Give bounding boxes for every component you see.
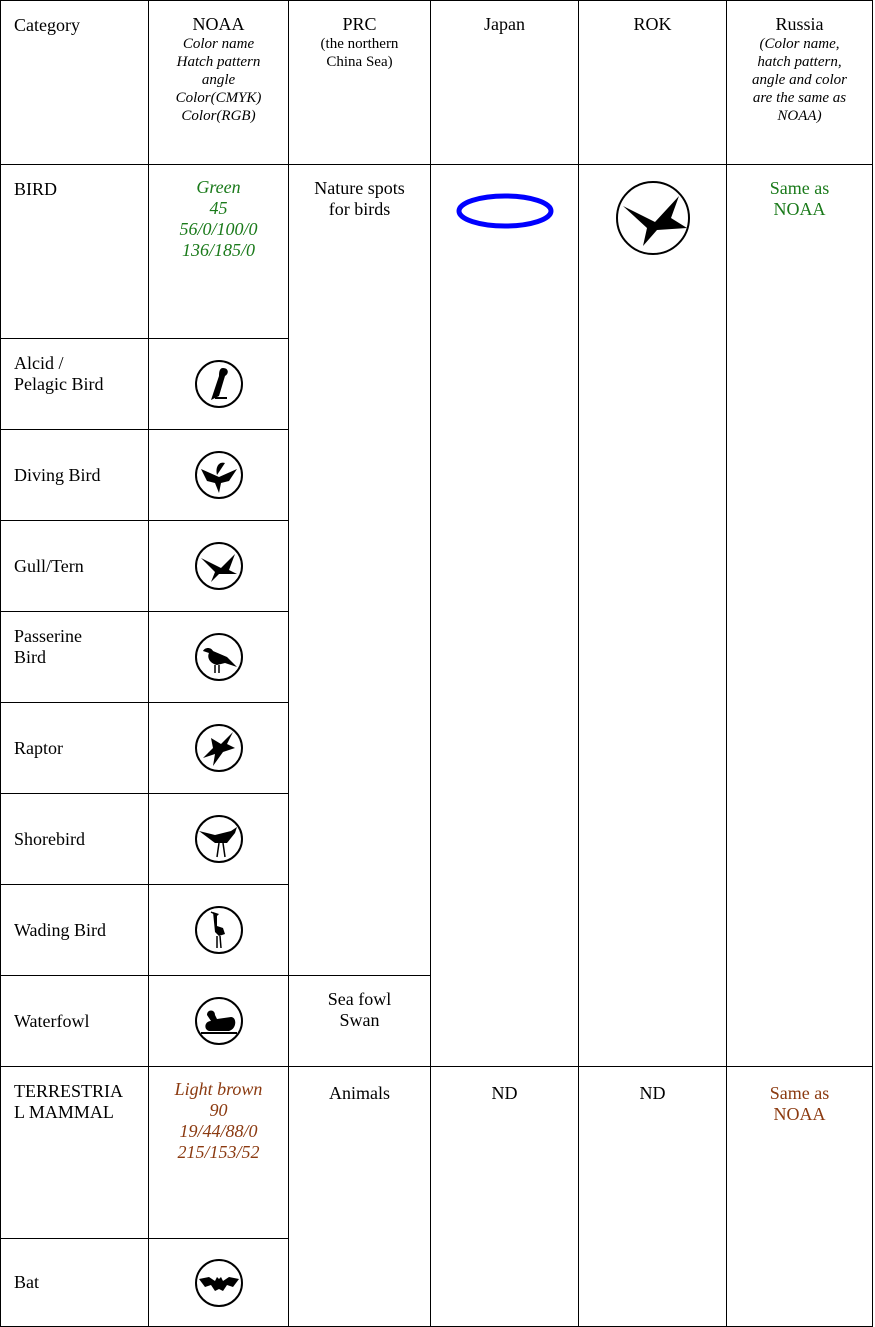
- mammal-category: [1, 1067, 149, 1239]
- mammal-prc: [289, 1067, 431, 1327]
- gull-icon: [193, 540, 245, 592]
- bird-noaa-spec: [149, 165, 289, 339]
- mammal-label-line: L MAMMAL: [14, 1102, 114, 1122]
- row-category: [1, 794, 149, 885]
- russia-sub-line: hatch pattern,: [757, 54, 842, 70]
- header-noaa-label: NOAA: [192, 14, 245, 34]
- russia-sub-line: angle and color: [752, 72, 847, 88]
- diving-bird-icon: [193, 449, 245, 501]
- waterfowl-prc: [289, 976, 431, 1067]
- alcid-icon: [193, 358, 245, 410]
- prc-sub-line: (the northern: [320, 36, 399, 52]
- header-prc-label: PRC: [342, 14, 377, 34]
- bird-row: [1, 165, 873, 339]
- bird-russia-line: Same as: [769, 178, 830, 198]
- row-category: [1, 703, 149, 794]
- bird-noaa-line: 136/185/0: [181, 240, 255, 260]
- row-category: [1, 976, 149, 1067]
- noaa-sub-line: Color(RGB): [181, 108, 256, 124]
- noaa-sub-line: Color(CMYK): [175, 90, 262, 106]
- noaa-sub-line: angle: [201, 72, 236, 88]
- shorebird-icon: [193, 813, 245, 865]
- row-icon-cell: [149, 521, 289, 612]
- mammal-japan: [431, 1067, 579, 1327]
- header-category: [1, 1, 149, 165]
- wading-bird-icon: [193, 904, 245, 956]
- row-icon-cell: [149, 339, 289, 430]
- blue-ellipse-icon: [455, 191, 555, 231]
- bird-prc-line: Nature spots: [314, 178, 405, 198]
- mammal-label-line: TERRESTRIA: [14, 1081, 124, 1101]
- bird-prc-line: for birds: [328, 199, 391, 219]
- bird-noaa-line: Green: [196, 177, 241, 197]
- bird-russia: [727, 165, 873, 1067]
- header-russia: [727, 1, 873, 165]
- bat-label: Bat: [14, 1272, 39, 1292]
- row-label-line: Gull/Tern: [14, 555, 84, 576]
- russia-sub-line: NOAA): [777, 108, 822, 124]
- bird-category: [1, 165, 149, 339]
- row-icon-cell: [149, 885, 289, 976]
- row-label-line: Passerine: [14, 626, 82, 646]
- row-label-line: Diving Bird: [14, 464, 101, 485]
- bird-noaa-line: 56/0/100/0: [179, 219, 258, 239]
- row-category: [1, 612, 149, 703]
- mammal-noaa-line: 19/44/88/0: [179, 1121, 258, 1141]
- bird-russia-line: NOAA: [773, 199, 826, 219]
- noaa-sub-line: Color name: [182, 36, 255, 52]
- row-label-line: Alcid /: [14, 353, 64, 373]
- mammal-noaa-line: Light brown: [174, 1079, 263, 1099]
- mammal-prc-label: Animals: [329, 1083, 390, 1103]
- row-category: [1, 885, 149, 976]
- passerine-icon: [193, 631, 245, 683]
- mammal-noaa-line: 90: [209, 1100, 228, 1120]
- header-prc: [289, 1, 431, 165]
- bird-japan: [431, 165, 579, 1067]
- row-label-line: Raptor: [14, 737, 63, 758]
- row-category: [1, 1239, 149, 1327]
- prc-sub-line: China Sea): [326, 54, 393, 70]
- header-russia-sub: [727, 35, 872, 125]
- header-category-label: Category: [14, 15, 80, 35]
- row-label-line: Bird: [14, 647, 47, 667]
- row-icon-cell: [149, 703, 289, 794]
- waterfowl-prc-line: Swan: [339, 1010, 380, 1030]
- mammal-rok: [579, 1067, 727, 1327]
- row-label-line: Waterfowl: [14, 1010, 90, 1031]
- noaa-sub-line: Hatch pattern: [176, 54, 261, 70]
- row-category: [1, 521, 149, 612]
- russia-sub-line: (Color name,: [759, 36, 840, 52]
- mammal-rok-label: ND: [639, 1083, 666, 1103]
- bird-label: BIRD: [14, 179, 58, 199]
- mammal-russia: [727, 1067, 873, 1327]
- row-icon-cell: [149, 794, 289, 885]
- header-noaa-sub: [149, 35, 288, 125]
- row-label-line: Wading Bird: [14, 919, 107, 940]
- waterfowl-icon: [193, 995, 245, 1047]
- row-label-line: Shorebird: [14, 828, 85, 849]
- header-russia-label: Russia: [775, 14, 824, 34]
- mammal-noaa-spec: [149, 1067, 289, 1239]
- mammal-row: [1, 1067, 873, 1239]
- header-japan-label: Japan: [484, 14, 525, 34]
- mammal-russia-line: Same as: [769, 1083, 830, 1103]
- row-label-line: Pelagic Bird: [14, 374, 104, 394]
- row-icon-cell: [149, 430, 289, 521]
- header-rok-label: ROK: [633, 14, 672, 34]
- bird-prc: [289, 165, 431, 976]
- flying-bird-icon: [613, 178, 693, 258]
- header-rok: [579, 1, 727, 165]
- row-icon-cell: [149, 976, 289, 1067]
- row-category: [1, 339, 149, 430]
- bat-icon: [193, 1257, 245, 1309]
- row-icon-cell: [149, 1239, 289, 1327]
- russia-sub-line: are the same as: [752, 90, 847, 106]
- mammal-russia-line: NOAA: [773, 1104, 826, 1124]
- header-prc-sub: [289, 35, 430, 71]
- mammal-japan-label: ND: [491, 1083, 518, 1103]
- row-category: [1, 430, 149, 521]
- row-icon-cell: [149, 612, 289, 703]
- raptor-icon: [193, 722, 245, 774]
- header-japan: [431, 1, 579, 165]
- header-row: [1, 1, 873, 165]
- bird-noaa-line: 45: [209, 198, 228, 218]
- waterfowl-prc-line: Sea fowl: [327, 989, 392, 1009]
- header-noaa: [149, 1, 289, 165]
- bird-rok: [579, 165, 727, 1067]
- mammal-noaa-line: 215/153/52: [177, 1142, 260, 1162]
